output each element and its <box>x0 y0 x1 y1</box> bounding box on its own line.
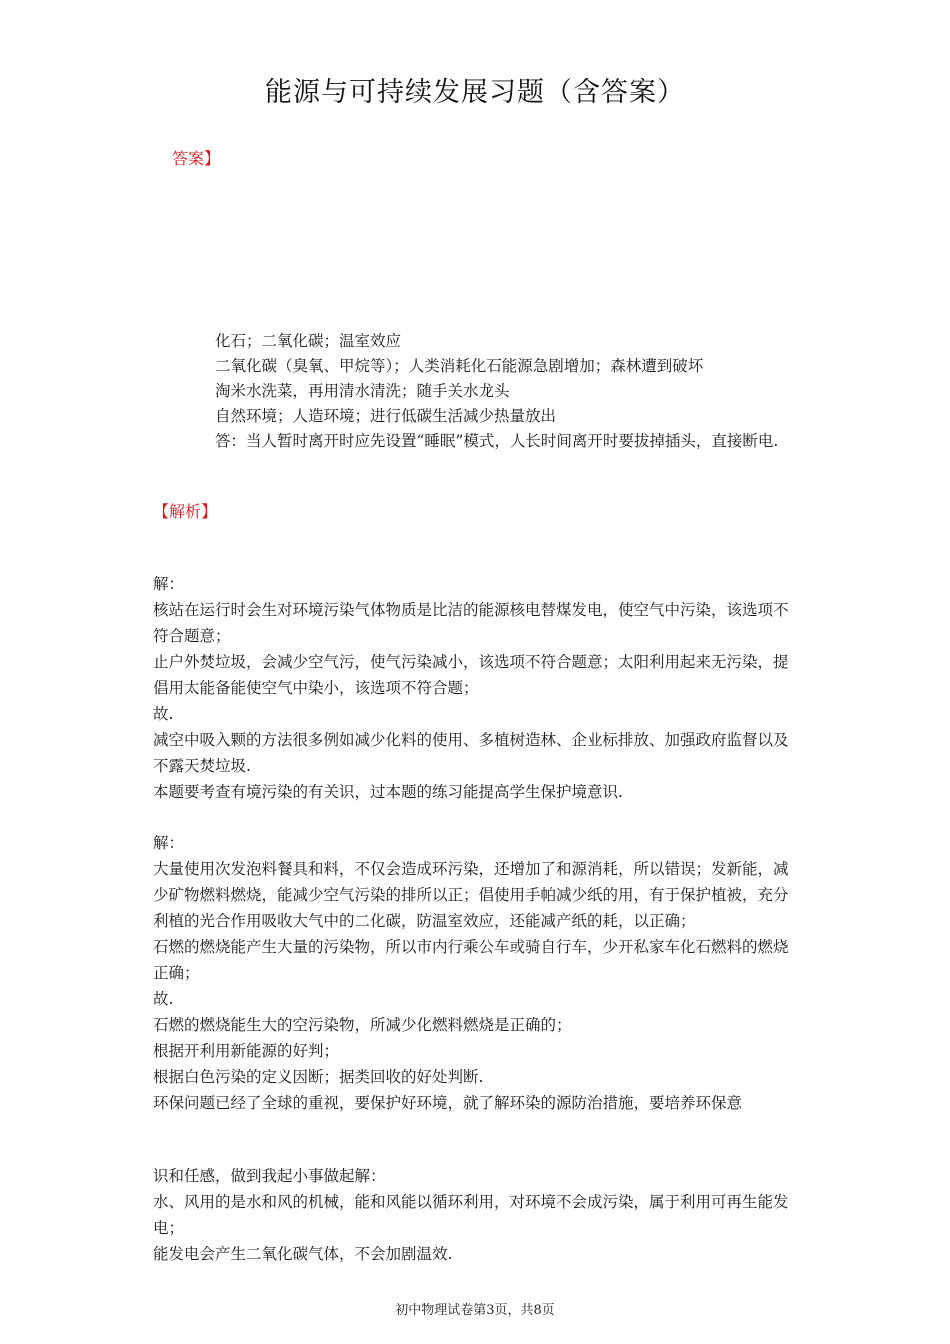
paragraph: 水、风用的是水和风的机械，能和风能以循环利用，对环境不会成污染，属于利用可再生能发电； <box>153 1193 789 1237</box>
paragraph: 核站在运行时会生对环境污染气体物质是比洁的能源核电替煤发电，使空气中污染，该选项不符合题意； <box>153 601 789 645</box>
paragraph: 环保问题已经了全球的重视，要保护好环境，就了解环染的源防治措施，要培养环保意 <box>153 1094 743 1112</box>
answer-heading: 答案】 <box>172 149 221 168</box>
paragraph: 解： <box>153 834 185 852</box>
answer-line: 自然环境；人造环境；进行低碳生活减少热量放出 <box>215 407 557 425</box>
analysis-block-3 <box>153 1163 793 1267</box>
analysis-block-1 <box>153 571 793 805</box>
paragraph: 故. <box>153 705 174 723</box>
paragraph: 解： <box>153 575 185 593</box>
paragraph: 大量使用次发泡料餐具和料，不仅会造成环污染，还增加了和源消耗，所以错误；发新能，减少矿物燃料燃烧，能减少空气污染的排所以正；倡使用手帕减少纸的用，有于保护植被，充分利植的光合作用吸收大气中的二化碳，防温室效应，还能减产纸的耗，以正确； <box>153 860 789 930</box>
answer-line: 答：当人暂时离开时应先设置“睡眠”模式，人长时间离开时要拔掉插头，直接断电. <box>215 432 779 450</box>
paragraph: 止户外焚垃圾，会减少空气污，使气污染减小，该选项不符合题意；太阳利用起来无污染，提倡用太能备能使空气中染小，该选项不符合题； <box>153 653 789 697</box>
answer-line: 淘米水洗菜，再用清水清洗；随手关水龙头 <box>215 382 510 400</box>
analysis-block-2 <box>153 830 793 1116</box>
paragraph: 石燃的燃烧能产生大量的污染物，所以市内行乘公车或骑自行车，少开私家车化石燃料的燃烧正确； <box>153 938 789 982</box>
paragraph: 识和任感，做到我起小事做起解： <box>153 1167 386 1185</box>
paragraph: 能发电会产生二氧化碳气体，不会加剧温效. <box>153 1245 453 1263</box>
paragraph: 减空中吸入颗的方法很多例如减少化料的使用、多植树造林、企业标排放、加强政府监督以及不露天焚垃圾. <box>153 731 789 775</box>
page-title: 能源与可持续发展习题（含答案） <box>265 77 685 108</box>
analysis-heading: 【解析】 <box>153 502 218 521</box>
answer-line: 二氧化碳（臭氧、甲烷等）；人类消耗化石能源急剧增加；森林遭到破坏 <box>215 357 704 375</box>
paragraph: 根据开利用新能源的好判； <box>153 1042 340 1060</box>
paragraph: 故. <box>153 990 174 1008</box>
paragraph: 本题要考查有境污染的有关识，过本题的练习能提高学生保护境意识. <box>153 783 623 801</box>
answer-line: 化石；二氧化碳；温室效应 <box>215 332 402 350</box>
page-footer: 初中物理试卷第3页，共8页 <box>395 1303 555 1318</box>
paragraph: 石燃的燃烧能生大的空污染物，所减少化燃料燃烧是正确的； <box>153 1016 572 1034</box>
paragraph: 根据白色污染的定义因断；据类回收的好处判断. <box>153 1068 484 1086</box>
